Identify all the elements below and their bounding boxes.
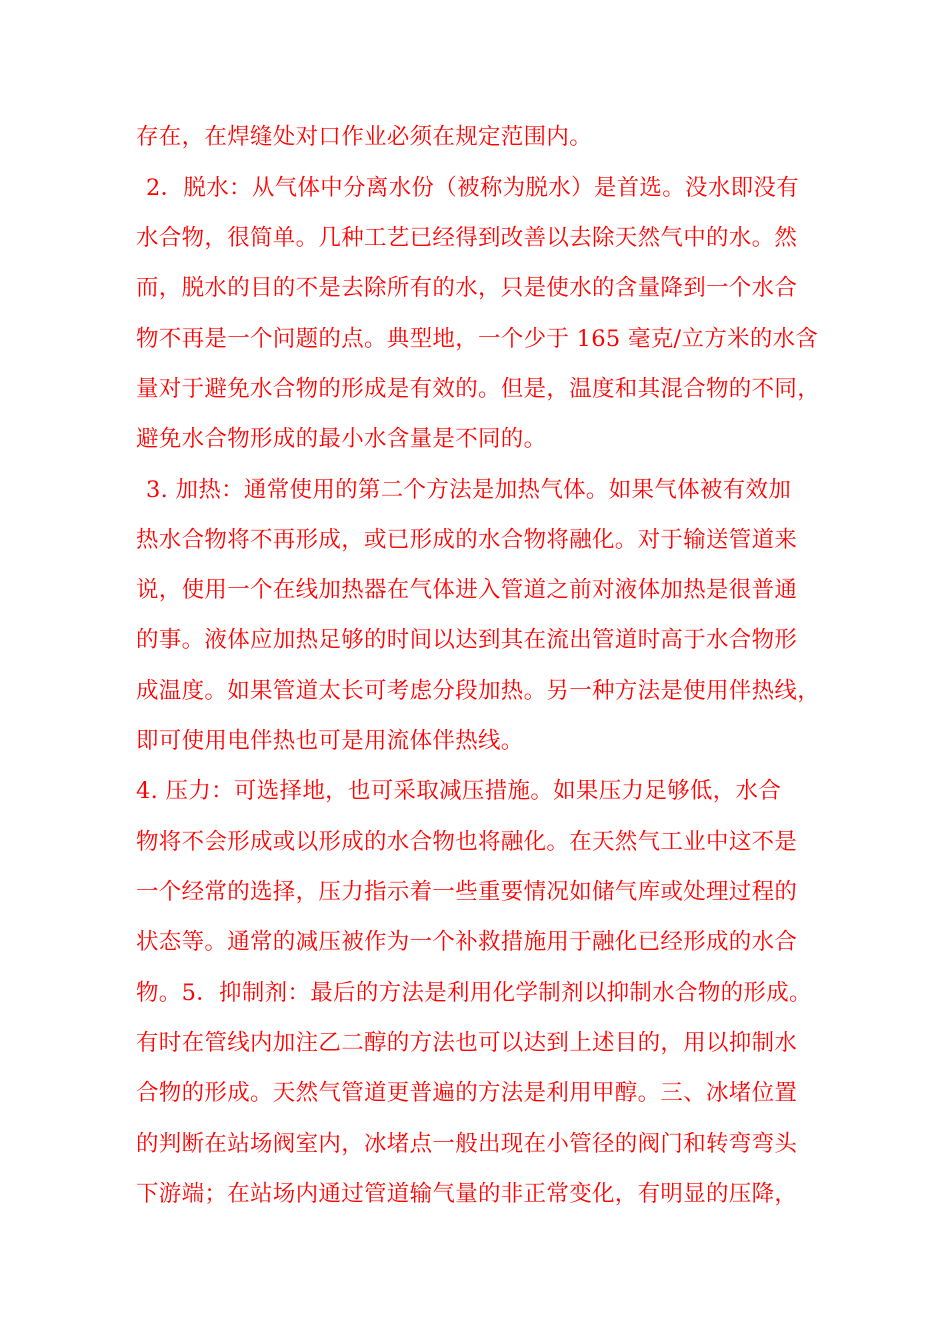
text-line: 物。5．抑制剂：最后的方法是利用化学制剂以抑制水合物的形成。 [136,980,812,1006]
text-line: 合物的形成。天然气管道更普遍的方法是利用甲醇。三、冰堵位置 [136,1080,798,1106]
text-line: 说，使用一个在线加热器在气体进入管道之前对液体加热是很普通 [136,577,798,603]
text-line: 即可使用电伴热也可是用流体伴热线。 [136,728,524,754]
text-line: 状态等。通常的减压被作为一个补救措施用于融化已经形成的水合 [136,929,798,955]
text-line: 物不再是一个问题的点。典型地，一个少于 165 毫克/立方米的水含 [136,326,819,352]
text-line: 2．脱水：从气体中分离水份（被称为脱水）是首选。没水即没有 [146,175,800,201]
text-line: 物将不会形成或以形成的水合物也将融化。在天然气工业中这不是 [136,829,798,855]
text-line: 成温度。如果管道太长可考虑分段加热。另一种方法是使用伴热线， [136,678,821,704]
text-line: 有时在管线内加注乙二醇的方法也可以达到上述目的，用以抑制水 [136,1030,798,1056]
text-line: 下游端；在站场内通过管道输气量的非正常变化，有明显的压降， [136,1181,798,1207]
text-line: 热水合物将不再形成，或已形成的水合物将融化。对于输送管道来 [136,527,798,553]
text-line: 水合物，很简单。几种工艺已经得到改善以去除天然气中的水。然 [136,225,798,251]
text-line: 避免水合物形成的最小水含量是不同的。 [136,426,547,452]
text-line: 一个经常的选择，压力指示着一些重要情况如储气库或处理过程的 [136,879,798,905]
text-line: 3. 加热：通常使用的第二个方法是加热气体。如果气体被有效加 [146,477,792,503]
text-line: 的事。液体应加热足够的时间以达到其在流出管道时高于水合物形 [136,627,798,653]
text-line: 的判断在站场阀室内，冰堵点一般出现在小管径的阀门和转弯弯头 [136,1131,798,1157]
text-line: 存在，在焊缝处对口作业必须在规定范围内。 [136,124,593,150]
text-line: 4. 压力：可选择地，也可采取减压措施。如果压力足够低，水合 [136,778,782,804]
text-line: 而，脱水的目的不是去除所有的水，只是使水的含量降到一个水合 [136,275,798,301]
text-line: 量对于避免水合物的形成是有效的。但是，温度和其混合物的不同， [136,376,821,402]
